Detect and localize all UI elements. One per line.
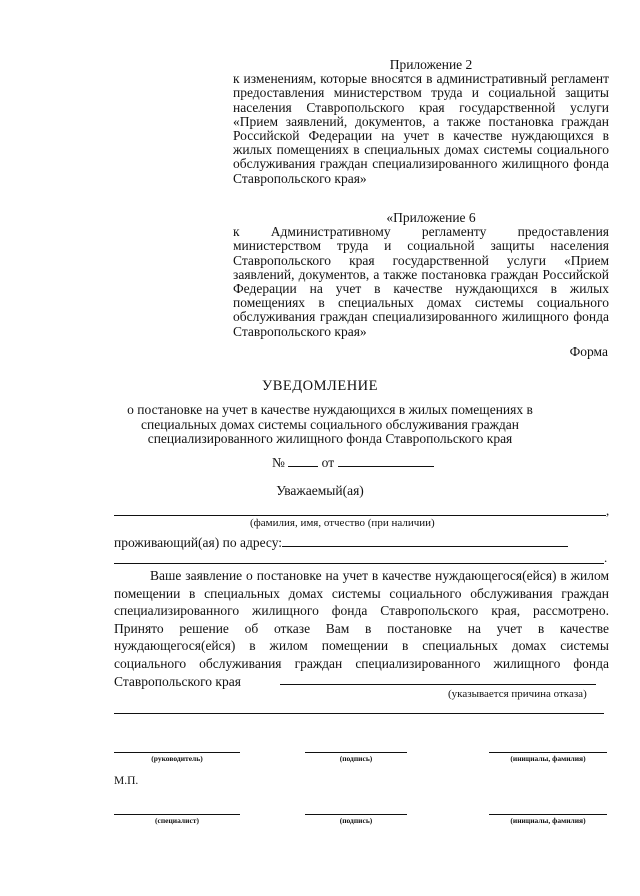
annex-6-text: к Административному регламенту предоставления министерством труда и социальной защиты населения Ставропольского края государственной услуги «Прием заявлений, документов, а также постановка граждан Российской Федерации на учет в качестве нуждающихся в жилых помещениях в специальных домах системы социального обслуживания граждан специализированного жилищного фонда Ставропольского края»	[233, 224, 609, 339]
name-blank-line	[114, 515, 606, 516]
number-date-line	[272, 455, 434, 471]
specialist-sign-line	[305, 814, 407, 815]
head-sign-line	[305, 752, 407, 753]
head-initials-caption: (инициалы, фамилия)	[510, 754, 586, 763]
annex-6-block	[233, 211, 609, 339]
date-label: от	[321, 455, 335, 470]
reason-caption: (указывается причина отказа)	[448, 688, 587, 700]
specialist-caption: (специалист)	[155, 816, 199, 825]
name-caption: (фамилия, имя, отчество (при наличии)	[250, 517, 435, 529]
head-initials-line	[489, 752, 607, 753]
specialist-sign-caption: (подпись)	[339, 816, 373, 825]
address-second-line	[114, 563, 604, 564]
address-line	[114, 535, 568, 551]
comma-mark: ,	[606, 503, 610, 518]
annex-2-block	[233, 58, 609, 186]
reason-second-line	[114, 713, 604, 714]
salutation: Уважаемый(ая)	[276, 483, 364, 498]
head-caption: (руководитель)	[151, 754, 203, 763]
document-title: УВЕДОМЛЕНИЕ	[261, 378, 379, 394]
annex-6-heading: «Приложение 6	[386, 210, 476, 225]
form-label: Форма	[569, 344, 608, 359]
specialist-initials-caption: (инициалы, фамилия)	[510, 816, 586, 825]
body-text	[114, 567, 609, 690]
specialist-signature-line	[114, 814, 240, 815]
date-blank	[338, 455, 434, 467]
annex-2-text: к изменениям, которые вносятся в административный регламент предоставления министерством труда и социальной защиты населения Ставропольского края государственной услуги «Прием заявлений, документов, а также постановка граждан Российской Федерации на учет в качестве нуждающихся в жилых помещениях в специальных домах системы социального обслуживания граждан специализированного жилищного фонда Ставропольского края»	[233, 71, 609, 186]
number-label: №	[272, 455, 285, 470]
period-mark: .	[604, 550, 608, 565]
head-sign-caption: (подпись)	[339, 754, 373, 763]
document-subtitle: о постановке на учет в качестве нуждающихся в жилых помещениях в специальных домах системы социального обслуживания граждан специализированного жилищного фонда Ставропольского края	[127, 402, 533, 446]
head-signature-line	[114, 752, 240, 753]
specialist-initials-line	[489, 814, 607, 815]
number-blank	[288, 455, 318, 467]
reason-blank-line	[280, 684, 596, 685]
address-blank	[282, 535, 568, 547]
stamp-place: М.П.	[114, 775, 139, 787]
body-paragraph: Ваше заявление о постановке на учет в качестве нуждающегося(ейся) в жилом помещении в специальных домах системы социального обслуживания граждан специализированного жилищного фонда Ставропольского края, рассмотрено. Принято решение об отказе Вам в постановке на учет в качестве нуждающегося(ейся) в жилом помещении в специальных домах системы социального обслуживания граждан специализированного жилищного фонда Ставропольского края	[114, 568, 609, 689]
address-label: проживающий(ая) по адресу:	[114, 535, 283, 550]
annex-2-heading: Приложение 2	[389, 57, 473, 72]
